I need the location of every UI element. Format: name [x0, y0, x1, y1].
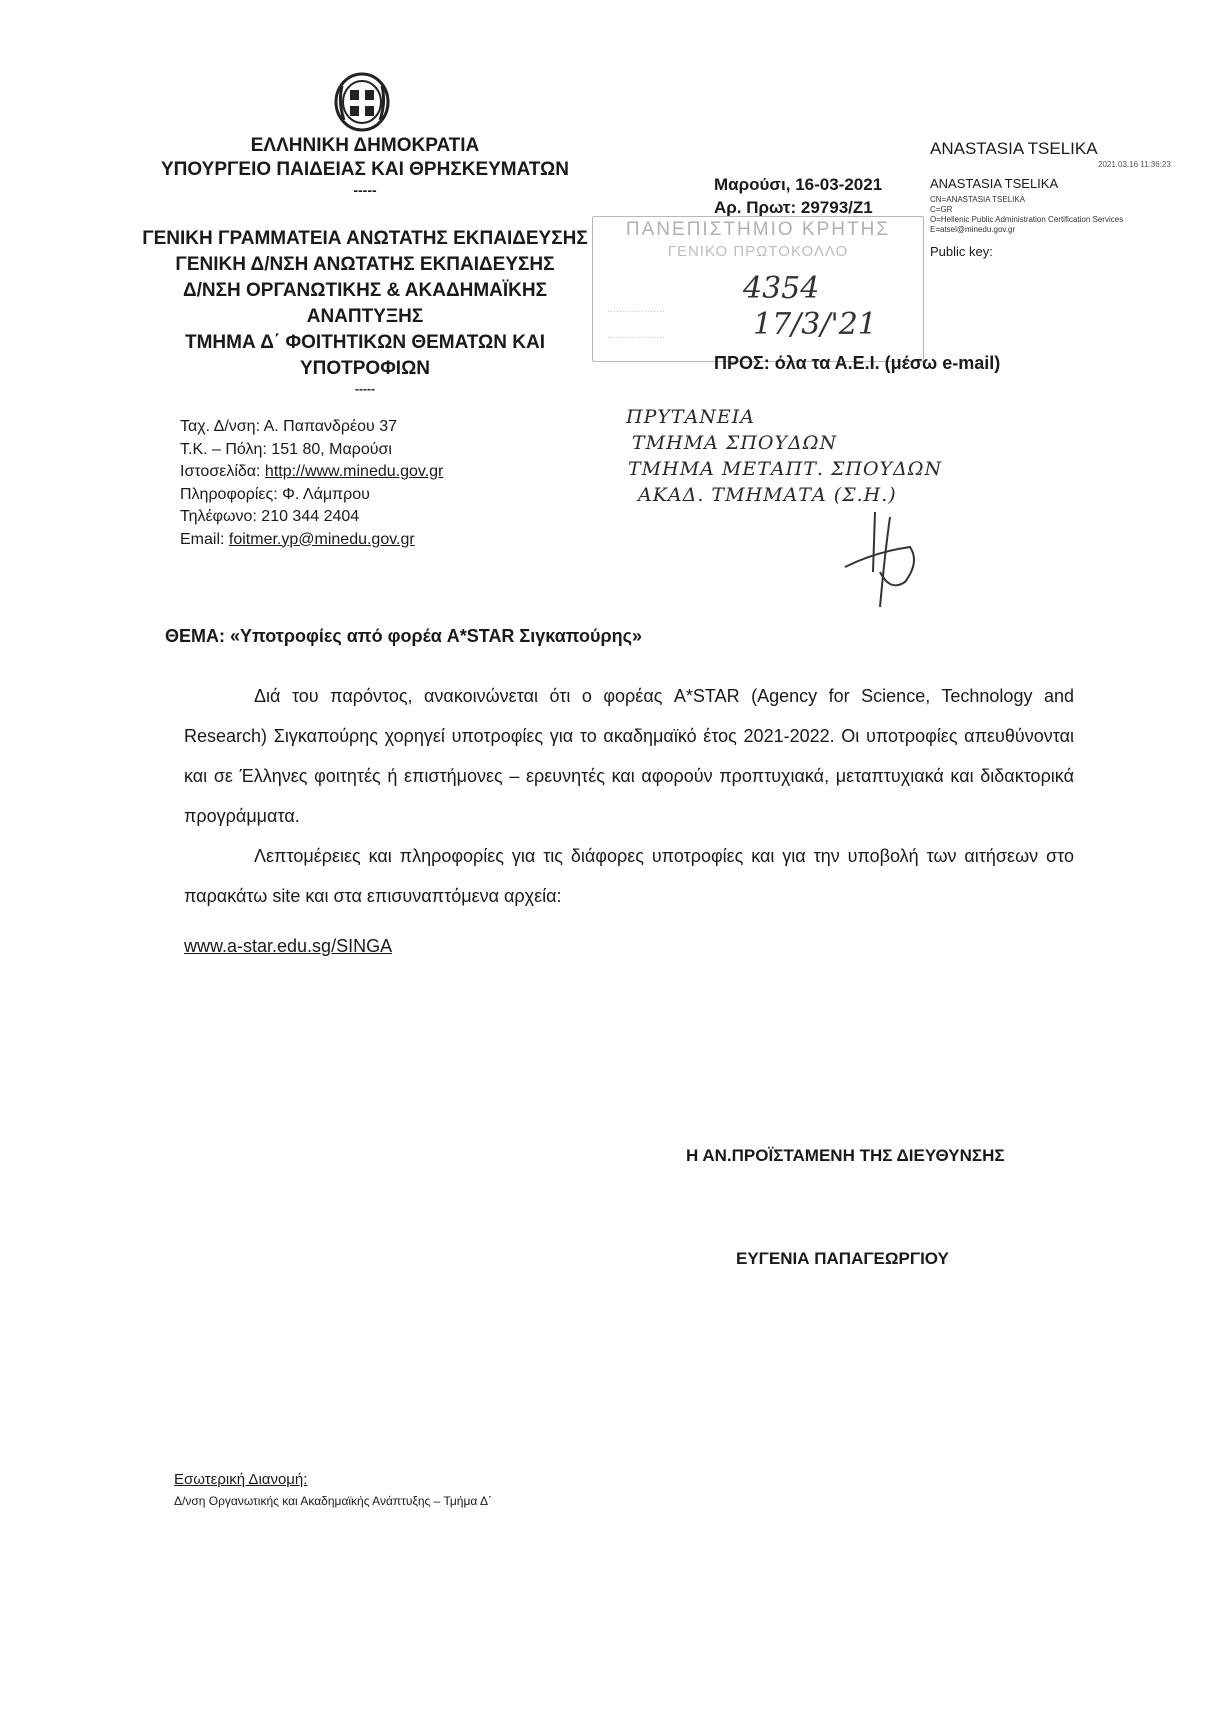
digital-signature-details: [930, 195, 1123, 235]
university-stamp: [592, 216, 924, 362]
email-link[interactable]: foitmer.yp@minedu.gov.gr: [228, 530, 415, 548]
dept-line: Δ/ΝΣΗ ΟΡΓΑΝΩΤΙΚΗΣ & ΑΚΑΔΗΜΑΪΚΗΣ: [182, 280, 548, 301]
email-label: Email:: [180, 530, 229, 548]
contact-email-row: [180, 529, 443, 552]
body-paragraph: Διά του παρόντος, ανακοινώνεται ότι ο φορέας A*STAR (Agency for Science, Technology and Research) Σιγκαπούρης χορηγεί υποτροφίες για το ακαδημαϊκό έτος 2021-2022. Οι υποτροφίες απευθύνονται και σε Έλληνες φοιτητές ή επιστήμονες – ερευνητές και αφορούν προπτυχιακά, μεταπτυχιακά και διδακτορικά προγράμματα.: [184, 686, 1074, 826]
subject-line: ΘΕΜΑ: «Υποτροφίες από φορέα A*STAR Σιγκαπούρης»: [165, 626, 643, 646]
handwritten-note: ΠΡΥΤΑΝΕΙΑ: [626, 406, 756, 428]
digital-signature-public-key: Public key:: [930, 244, 993, 259]
protocol-number: Αρ. Πρωτ: 29793/Ζ1: [714, 198, 873, 217]
dept-line: ΤΜΗΜΑ Δ΄ ΦΟΙΤΗΤΙΚΩΝ ΘΕΜΑΤΩΝ ΚΑΙ: [185, 332, 545, 353]
handwritten-note: ΤΜΗΜΑ ΜΕΤΑΠΤ. ΣΠΟΥΔΩΝ: [628, 458, 943, 480]
header-separator: -----: [353, 182, 377, 198]
signature-detail: C=GR: [930, 205, 953, 214]
signature-detail: E=atsel@minedu.gov.gr: [930, 225, 1016, 234]
document-date: Μαρούσι, 16-03-2021: [714, 175, 883, 194]
contact-block: [180, 416, 443, 551]
stamp-date: 17/3/'21: [753, 307, 877, 342]
stamp-number: 4354: [743, 271, 820, 306]
dept-line: ΥΠΟΤΡΟΦΙΩΝ: [299, 358, 431, 379]
internal-distribution-title: Εσωτερική Διανομή:: [174, 1471, 308, 1488]
stamp-faded-line: ...................: [607, 329, 666, 341]
dept-separator: -----: [355, 382, 375, 396]
website-label: Ιστοσελίδα:: [180, 463, 265, 480]
contact-phone: Τηλέφωνο: 210 344 2404: [180, 508, 360, 525]
recipients-line: ΠΡΟΣ: όλα τα Α.Ε.Ι. (μέσω e-mail): [714, 353, 1001, 373]
signature-detail: O=Hellenic Public Administration Certification Services: [930, 215, 1124, 224]
body-paragraph: Λεπτομέρειες και πληροφορίες για τις διάφορες υποτροφίες και για την υποβολή των αιτήσεων στο παρακάτω site και στα επισυναπτόμενα αρχεία:: [184, 846, 1074, 906]
handwritten-initials-icon: [835, 512, 925, 612]
signatory-name: ΕΥΓΕΝΙΑ ΠΑΠΑΓΕΩΡΓΙΟΥ: [736, 1249, 949, 1268]
contact-info: Πληροφορίες: Φ. Λάμπρου: [180, 485, 370, 503]
header-ministry: [120, 134, 610, 198]
dept-line: ΓΕΝΙΚΗ Δ/ΝΣΗ ΑΝΩΤΑΤΗΣ ΕΚΠΑΙΔΕΥΣΗΣ: [175, 254, 555, 275]
greek-emblem-icon: [328, 66, 396, 134]
republic-title: ΕΛΛΗΝΙΚΗ ΔΗΜΟΚΡΑΤΙΑ: [250, 135, 480, 156]
digital-signature-timestamp: 2021.03.16 11:36:23: [1098, 160, 1171, 169]
handwritten-note: ΑΚΑΔ. ΤΜΗΜΑΤΑ (Σ.Η.): [638, 484, 897, 506]
stamp-subtitle: ΓΕΝΙΚΟ ΠΡΩΤΟΚΟΛΛΟ: [667, 243, 849, 260]
contact-address: Ταχ. Δ/νση: Α. Παπανδρέου 37: [180, 418, 398, 435]
website-link[interactable]: http://www.minedu.gov.gr: [264, 463, 444, 480]
dept-line: ΓΕΝΙΚΗ ΓΡΑΜΜΑΤΕΙΑ ΑΝΩΤΑΤΗΣ ΕΚΠΑΙΔΕΥΣΗΣ: [142, 228, 588, 249]
signature-detail: CN=ANASTASIA TSELIKA: [930, 195, 1026, 204]
stamp-faded-line: ...................: [607, 303, 666, 315]
contact-postal: Τ.Κ. – Πόλη: 151 80, Μαρούσι: [180, 440, 392, 458]
digital-signature-name: ANASTASIA TSELIKA: [930, 139, 1098, 158]
ministry-title: ΥΠΟΥΡΓΕΙΟ ΠΑΙΔΕΙΑΣ ΚΑΙ ΘΡΗΣΚΕΥΜΑΤΩΝ: [161, 159, 569, 180]
astar-url-link[interactable]: www.a-star.edu.sg/SINGA: [184, 936, 393, 956]
department-block: [120, 226, 610, 396]
dept-line: ΑΝΑΠΤΥΞΗΣ: [306, 306, 424, 327]
digital-signature-name-small: ANASTASIA TSELIKA: [930, 176, 1059, 191]
stamp-title: ΠΑΝΕΠΙΣΤΗΜΙΟ ΚΡΗΤΗΣ: [625, 219, 891, 240]
letter-body: [184, 676, 1074, 916]
handwritten-note: ΤΜΗΜΑ ΣΠΟΥΔΩΝ: [632, 432, 838, 454]
signatory-title: Η ΑΝ.ΠΡΟΪΣΤΑΜΕΝΗ ΤΗΣ ΔΙΕΥΘΥΝΣΗΣ: [686, 1146, 1005, 1165]
internal-distribution-line: Δ/νση Οργανωτικής και Ακαδημαϊκής Ανάπτυξης – Τμήμα Δ΄: [174, 1494, 493, 1508]
contact-website-row: [180, 461, 443, 484]
